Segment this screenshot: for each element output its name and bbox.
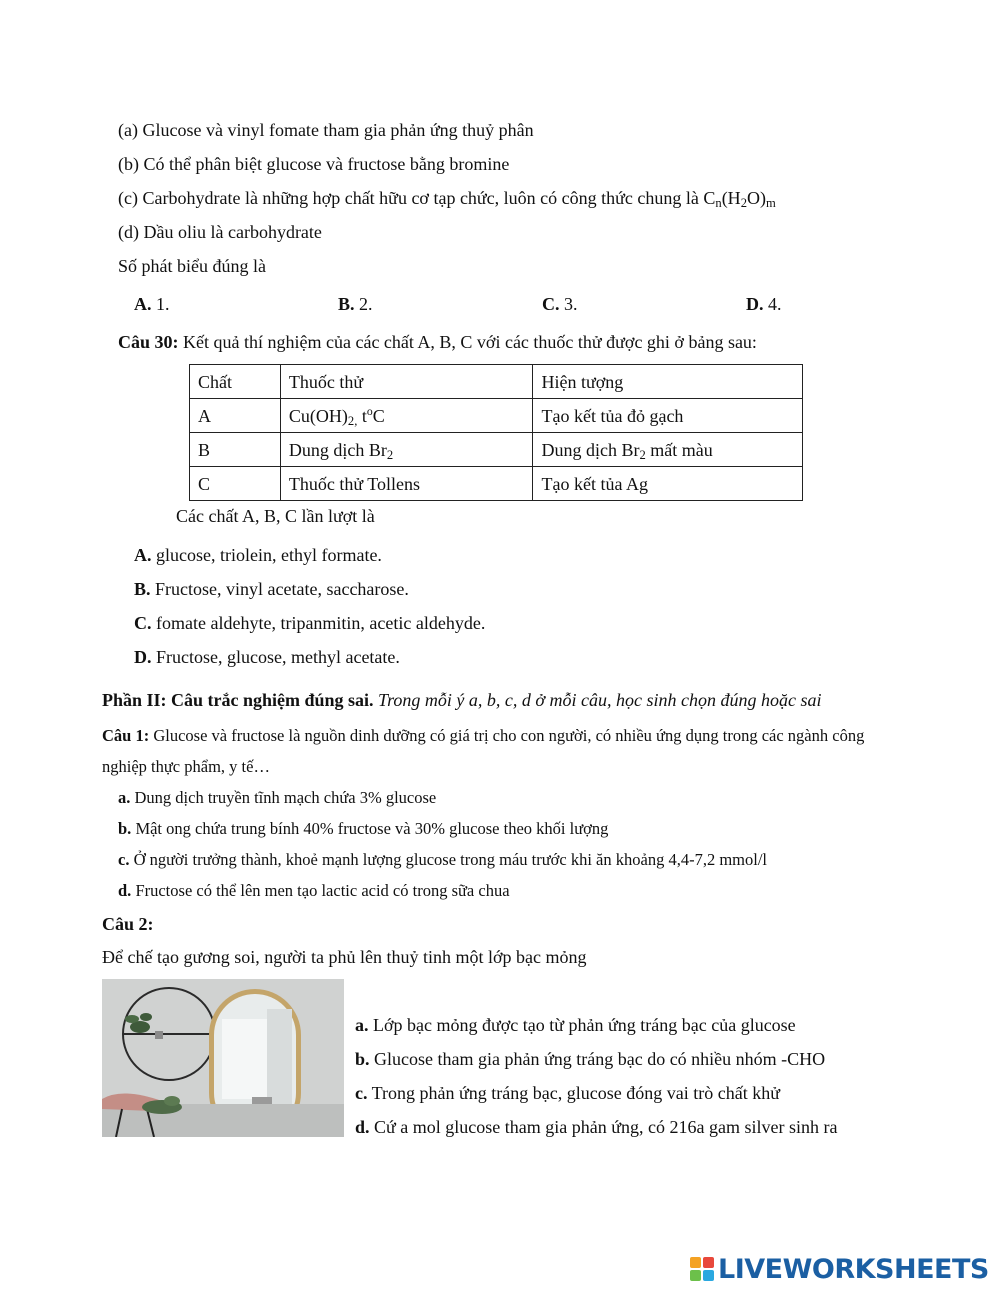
q29-option-a[interactable]: A. 1. <box>134 294 170 314</box>
table-header-cell: Thuốc thử <box>280 365 533 399</box>
c2-label: Câu 2: <box>102 914 154 934</box>
c1-question-line1: Câu 1: Glucose và fructose là nguồn dinh dưỡng có giá trị cho con người, có nhiều ứng dụng trong các ngành công <box>102 726 865 745</box>
table-cell: $Cu(OH)_{2,}$ $t^oC$ <box>280 399 533 433</box>
q30-option-c[interactable]: C. fomate aldehyte, tripanmitin, acetic aldehyde. <box>134 613 486 633</box>
table-row <box>190 399 803 433</box>
table-cell: Tạo kết tủa đỏ gạch <box>533 399 803 433</box>
c2-item-a[interactable]: a. Lớp bạc mỏng được tạo từ phản ứng tráng bạc của glucose <box>355 1015 796 1035</box>
logo-cube <box>703 1257 714 1268</box>
c1-item-b[interactable]: b. Mật ong chứa trung bính 40% fructose và 30% glucose theo khối lượng <box>118 819 609 838</box>
c1-item-c[interactable]: c. Ở người trưởng thành, khoẻ mạnh lượng glucose trong máu trước khi ăn khoảng 4,4-7,2 mmol/l <box>118 850 767 869</box>
results-table <box>189 364 803 501</box>
part2-heading: Phần II: Câu trắc nghiệm đúng sai. Trong mỗi ý a, b, c, d ở mỗi câu, học sinh chọn đúng hoặc sai <box>102 690 822 710</box>
c1-question-line2: nghiệp thực phẩm, y tế… <box>102 757 270 776</box>
table-cell: Dung dịch $Br_2$ mất màu <box>533 433 803 467</box>
liveworksheets-logo <box>690 1254 989 1284</box>
c2-item-b[interactable]: b. Glucose tham gia phản ứng tráng bạc do có nhiều nhóm -CHO <box>355 1049 826 1069</box>
statement-c: (c) Carbohydrate là những hợp chất hữu cơ tạp chức, luôn có công thức chung là $C_n(H_2O)_m$ <box>118 188 776 210</box>
q30-option-d[interactable]: D. Fructose, glucose, methyl acetate. <box>134 647 400 667</box>
q30-prompt: Các chất A, B, C lần lượt là <box>176 506 375 526</box>
statement-d: (d) Dầu oliu là carbohydrate <box>118 222 322 242</box>
table-header-row <box>190 365 803 399</box>
q29-option-d[interactable]: D. 4. <box>746 294 782 314</box>
q29-prompt: Số phát biểu đúng là <box>118 256 266 276</box>
logo-cube <box>690 1257 701 1268</box>
table-row <box>190 433 803 467</box>
table-cell: Thuốc thử Tollens <box>280 467 533 501</box>
c1-item-a[interactable]: a. Dung dịch truyền tĩnh mạch chứa 3% glucose <box>118 788 437 807</box>
logo-cube <box>703 1270 714 1281</box>
q29-option-c[interactable]: C. 3. <box>542 294 578 314</box>
table-cell: C <box>190 467 281 501</box>
c2-intro: Để chế tạo gương soi, người ta phủ lên thuỷ tinh một lớp bạc mỏng <box>102 947 587 967</box>
table-row <box>190 467 803 501</box>
logo-text: LIVEWORKSHEETS <box>718 1253 989 1285</box>
q30-option-a[interactable]: A. glucose, triolein, ethyl formate. <box>134 545 382 565</box>
c2-item-d[interactable]: d. Cứ a mol glucose tham gia phản ứng, có 216a gam silver sinh ra <box>355 1117 838 1137</box>
q29-option-b[interactable]: B. 2. <box>338 294 373 314</box>
logo-cube <box>690 1270 701 1281</box>
table-cell: Tạo kết tủa Ag <box>533 467 803 501</box>
c2-item-c[interactable]: c. Trong phản ứng tráng bạc, glucose đóng vai trò chất khử <box>355 1083 780 1103</box>
table-cell: A <box>190 399 281 433</box>
c1-item-d[interactable]: d. Fructose có thể lên men tạo lactic acid có trong sữa chua <box>118 881 510 900</box>
table-cell: Dung dịch $Br_2$ <box>280 433 533 467</box>
mirror-photo <box>102 979 344 1137</box>
statement-a: (a) Glucose và vinyl fomate tham gia phản ứng thuỷ phân <box>118 120 534 140</box>
statement-b: (b) Có thể phân biệt glucose và fructose bằng bromine <box>118 154 510 174</box>
table-header-cell: Hiện tượng <box>533 365 803 399</box>
logo-cubes-icon <box>690 1257 714 1281</box>
table-header-cell: Chất <box>190 365 281 399</box>
table-cell: B <box>190 433 281 467</box>
q30-option-b[interactable]: B. Fructose, vinyl acetate, saccharose. <box>134 579 409 599</box>
q30-question: Câu 30: Kết quả thí nghiệm của các chất A, B, C với các thuốc thử được ghi ở bảng sau: <box>118 332 757 352</box>
